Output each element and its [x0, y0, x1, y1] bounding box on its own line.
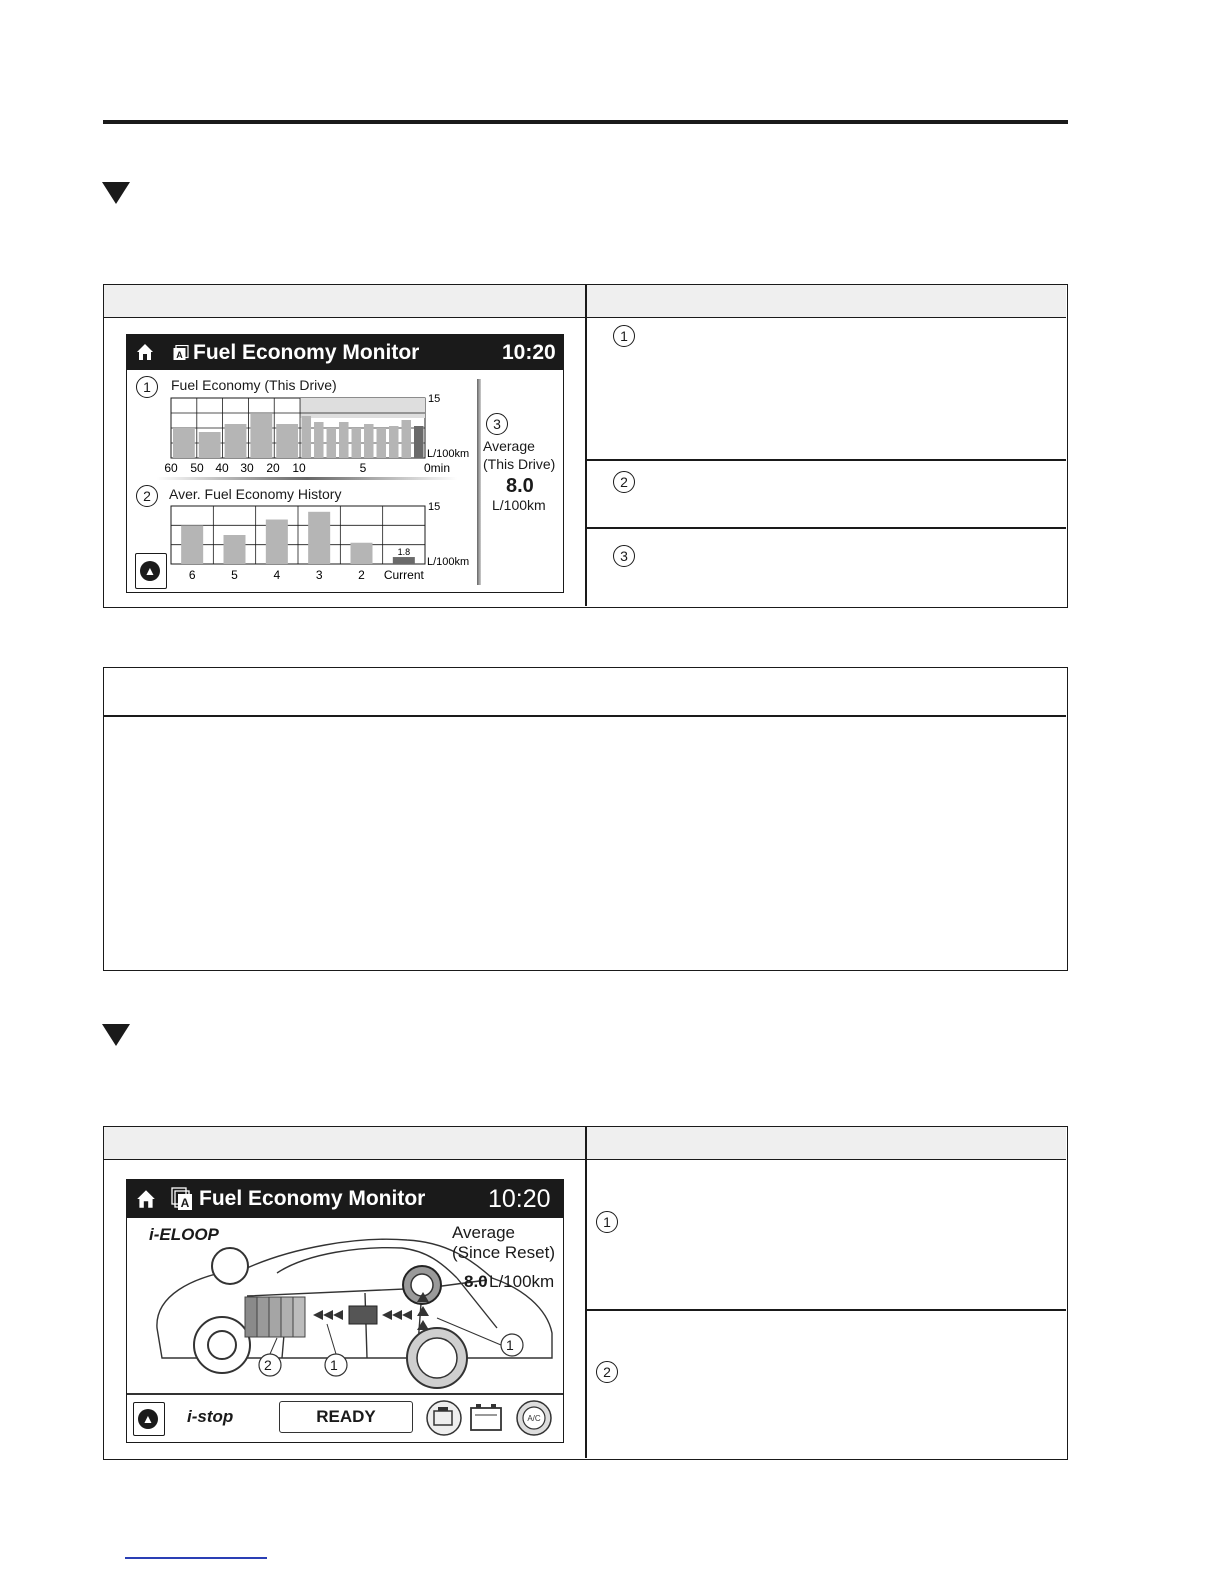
chevron-up-icon: ▲ — [138, 1409, 158, 1429]
average-label: Average — [483, 438, 535, 454]
column-divider — [585, 1127, 587, 1458]
y-unit-label: L/100km — [427, 556, 470, 568]
row-divider — [586, 1309, 1066, 1311]
x-tick-label: 3 — [315, 568, 323, 582]
car-callout-1b: 1 — [506, 1337, 514, 1353]
svg-text:A: A — [180, 1196, 190, 1210]
section-marker-icon — [102, 1024, 130, 1046]
chevron-up-icon: ▲ — [140, 561, 160, 581]
svg-text:A: A — [176, 350, 183, 360]
average-label: Average — [452, 1223, 516, 1242]
ac-icon — [515, 1399, 553, 1437]
scroll-up-button[interactable] — [135, 553, 167, 589]
section-marker-icon — [102, 182, 130, 204]
average-sublabel: (Since Reset) — [452, 1243, 555, 1262]
x-tick-label: 6 — [188, 568, 196, 582]
bar — [308, 512, 330, 564]
car-callout-1: 1 — [330, 1357, 338, 1373]
callout-1: 1 — [136, 376, 158, 398]
svg-text:A/C: A/C — [527, 1414, 541, 1423]
average-unit: L/100km — [492, 497, 546, 513]
callout-3: 3 — [486, 413, 508, 435]
x-tick-label: 0min — [423, 461, 451, 475]
y-tick-label: 15 — [428, 501, 441, 513]
lower-chart-label: Aver. Fuel Economy History — [169, 486, 342, 502]
table-i-eloop — [103, 1126, 1068, 1460]
x-tick-label: 5 — [231, 568, 238, 582]
row-marker-1: 1 — [613, 325, 635, 347]
brand-label: i-ELOOP — [149, 1225, 219, 1244]
clock: 10:20 — [502, 341, 556, 364]
status-divider — [127, 1393, 563, 1395]
data-label: 1.8 — [397, 547, 411, 558]
average-value: 8.0 — [506, 475, 534, 497]
bar — [350, 543, 372, 564]
battery-icon — [467, 1399, 505, 1437]
header-rule — [103, 120, 1068, 124]
x-tick-label: 5 — [359, 461, 367, 475]
row-marker-2: 2 — [596, 1361, 618, 1383]
note-box-divider — [104, 715, 1066, 717]
bar — [223, 535, 245, 564]
row-marker-2: 2 — [613, 471, 635, 493]
table-fuel-economy-this-drive — [103, 284, 1068, 608]
upper-chart-label: Fuel Economy (This Drive) — [171, 377, 337, 393]
chart-divider — [157, 477, 457, 480]
x-tick-label: 50 — [190, 461, 204, 475]
average-value: 8.0 — [464, 1272, 488, 1291]
x-tick-label: 20 — [266, 461, 280, 475]
scroll-up-button[interactable] — [133, 1402, 165, 1436]
average-sublabel: (This Drive) — [483, 456, 556, 472]
x-tick-label: 2 — [358, 568, 365, 582]
x-tick-label: Current — [383, 568, 424, 582]
x-tick-label: 10 — [292, 461, 306, 475]
screen-title-bar — [127, 1180, 563, 1218]
row-marker-1: 1 — [596, 1211, 618, 1233]
i-eloop-screen — [126, 1179, 564, 1443]
home-icon[interactable] — [135, 1188, 157, 1210]
x-tick-label: 40 — [215, 461, 229, 475]
screen-title: Fuel Economy Monitor — [199, 1187, 426, 1210]
fuel-economy-screen — [126, 334, 564, 593]
app-a-icon — [171, 1187, 193, 1211]
clock: 10:20 — [488, 1185, 551, 1213]
y-unit-label: L/100km — [427, 448, 470, 460]
ready-indicator: READY — [279, 1401, 413, 1433]
bar — [181, 525, 203, 564]
bar — [393, 557, 415, 564]
callout-2: 2 — [136, 485, 158, 507]
i-stop-label: i-stop — [187, 1407, 234, 1426]
car-callout-2: 2 — [264, 1357, 272, 1373]
x-tick-label: 60 — [164, 461, 178, 475]
row-divider — [586, 527, 1066, 529]
note-box — [103, 667, 1068, 971]
average-unit: L/100km — [489, 1272, 555, 1291]
x-tick-label: 30 — [240, 461, 254, 475]
x-tick-label: 4 — [273, 568, 281, 582]
footer-link-underline — [125, 1557, 267, 1559]
row-marker-3: 3 — [613, 545, 635, 567]
row-divider — [586, 459, 1066, 461]
y-tick-label: 15 — [428, 393, 441, 405]
panel-divider — [477, 379, 481, 585]
bar — [266, 520, 288, 564]
engine-icon — [425, 1399, 463, 1437]
column-divider — [585, 285, 587, 606]
screen-title: Fuel Economy Monitor — [193, 341, 420, 364]
